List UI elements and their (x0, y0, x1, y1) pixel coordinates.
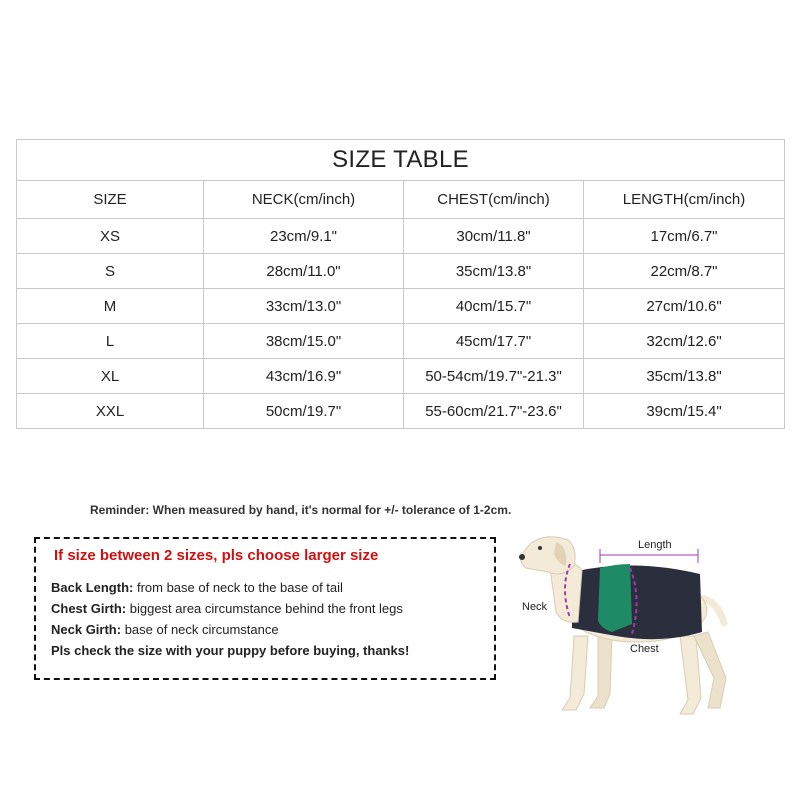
tolerance-reminder: Reminder: When measured by hand, it's normal for +/- tolerance of 1-2cm. (90, 503, 512, 517)
neck-girth-line (51, 622, 279, 637)
chest-girth-text: biggest area circumstance behind the front legs (126, 601, 403, 616)
table-row (17, 324, 785, 359)
cell-neck: 38cm/15.0" (204, 324, 404, 359)
cell-neck: 50cm/19.7" (204, 394, 404, 429)
back-length-line (51, 580, 343, 595)
cell-size: XS (17, 219, 204, 254)
table-row (17, 219, 785, 254)
cell-length: 22cm/8.7" (584, 254, 785, 289)
cell-neck: 33cm/13.0" (204, 289, 404, 324)
cell-size: L (17, 324, 204, 359)
cell-length: 27cm/10.6" (584, 289, 785, 324)
dog-measurement-diagram (512, 528, 762, 778)
neck-girth-text: base of neck circumstance (121, 622, 279, 637)
cell-size: M (17, 289, 204, 324)
dog-head (521, 537, 575, 574)
neck-girth-label: Neck Girth: (51, 622, 122, 637)
dog-jacket-panel (598, 564, 632, 632)
cell-chest: 55-60cm/21.7"-23.6" (404, 394, 584, 429)
size-table (16, 139, 785, 429)
table-row (17, 254, 785, 289)
back-length-label: Back Length: (51, 580, 134, 595)
cell-chest: 35cm/13.8" (404, 254, 584, 289)
dog-nose (519, 554, 525, 560)
cell-neck: 23cm/9.1" (204, 219, 404, 254)
chest-girth-label: Chest Girth: (51, 601, 127, 616)
cell-size: XL (17, 359, 204, 394)
table-row (17, 289, 785, 324)
cell-length: 39cm/15.4" (584, 394, 785, 429)
header-neck: NECK(cm/inch) (204, 181, 404, 219)
back-length-text: from base of neck to the base of tail (133, 580, 343, 595)
header-length: LENGTH(cm/inch) (584, 181, 785, 219)
table-row (17, 359, 785, 394)
chest-label: Chest (630, 643, 659, 655)
table-row (17, 394, 785, 429)
cell-size: S (17, 254, 204, 289)
cell-size: XXL (17, 394, 204, 429)
cell-chest: 40cm/15.7" (404, 289, 584, 324)
cell-neck: 43cm/16.9" (204, 359, 404, 394)
cell-length: 35cm/13.8" (584, 359, 785, 394)
cell-neck: 28cm/11.0" (204, 254, 404, 289)
length-label: Length (638, 539, 672, 551)
chest-girth-line (51, 601, 403, 616)
size-warning: If size between 2 sizes, pls choose larger size (54, 547, 379, 564)
check-note: Pls check the size with your puppy before buying, thanks! (51, 643, 410, 658)
dog-front-leg (562, 636, 588, 710)
cell-chest: 50-54cm/19.7"-21.3" (404, 359, 584, 394)
measurement-info-box (34, 537, 496, 680)
cell-chest: 30cm/11.8" (404, 219, 584, 254)
size-table-title: SIZE TABLE (17, 140, 785, 181)
dog-eye (538, 546, 542, 550)
cell-length: 17cm/6.7" (584, 219, 785, 254)
neck-label: Neck (522, 601, 548, 613)
cell-length: 32cm/12.6" (584, 324, 785, 359)
dog-front-leg (590, 636, 612, 708)
header-size: SIZE (17, 181, 204, 219)
dog-back-leg (680, 636, 701, 714)
cell-chest: 45cm/17.7" (404, 324, 584, 359)
header-chest: CHEST(cm/inch) (404, 181, 584, 219)
